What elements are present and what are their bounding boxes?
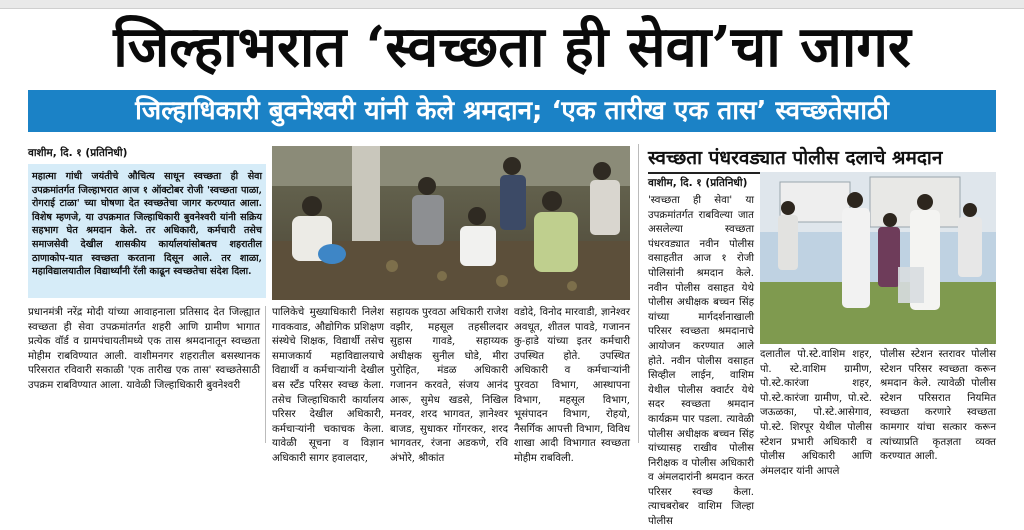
main-photo: [272, 146, 630, 300]
side-photo: [760, 172, 996, 344]
main-col-1: प्रधानमंत्री नरेंद्र मोदी यांच्या आवाहनाला प्रतिसाद देत जिल्ह्यात स्वच्छता ही सेवा उपक्रमांतर्गत शहरी आणि ग्रामीण भागात प्रत्येक वॉर्ड व ग्रामपंचायतीमध्ये एक तास श्रमदानातून स्वच्छता मोहीम राबविण्यात आली. वाशीमनगर शहरातील बसस्थानक परिसरात रविवारी सकाळी 'एक तारीख एक तास' स्वच्छतेसाठी उपक्रम राबविण्यात आला. यावेळी जिल्हाधिकारी बुवनेश्वरी: [28, 307, 260, 391]
main-col-3: पालिकेचे मुख्याधिकारी निलेश गावकवाड, औद्योगिक प्रशिक्षण संस्थेचे शिक्षक, विद्यार्थी तसेच समाजकार्य महाविद्यालयाचे विद्यार्थी व कर्मचाऱ्यांनी देखील बस स्टँड परिसर स्वच्छ केला. तसेच जिल्हाधिकारी कार्यालय परिसर देखील अधिकारी, कर्मचाऱ्यांनी चकाचक केला. यावेळी सूचना व विज्ञान अधिकारी सागर हवालदार,: [272, 307, 384, 464]
side-story-col-a: [648, 176, 754, 528]
subheadline-banner: जिल्हाधिकारी बुवनेश्वरी यांनी केले श्रमदान; ‘एक तारीख एक तास’ स्वच्छतेसाठी: [28, 90, 996, 132]
side-story-col-b: दलातील पो.स्टे.वाशिम शहर, पो. स्टे.वाशिम ग्रामीण, पो.स्टे.कारंजा शहर, पो.स्टे.कारंजा ग्रामीण, पो.स्टे. जऊळका, पो.स्टे.आसेगाव, पो.स्टे. शिरपूर येथील पोलीस स्टेशन प्रभारी अधिकारी व पोलीस अधिकारी आणि अंमलदार यांनी आपले: [760, 349, 872, 477]
main-lead-text: महात्मा गांधी जयंतीचे औचित्य साधून स्वच्छता ही सेवा उपक्रमांतर्गत जिल्हाभरात आज १ ऑक्टोबर रोजी 'स्वच्छता पाळा, रोगराई टाळा' च्या घोषणा देत स्वच्छतेचा जागर करण्यात आला. विशेष म्हणजे, या उपक्रमात जिल्हाधिकारी बुवनेश्वरी यांनी सक्रिय सहभाग घेत श्रमदान केले. तर अधिकारी, कर्मचारी तसेच समाजसेवी देखील शासकीय कार्यालयांसोबतच शहरातील ठाणाकोप-यात स्वच्छता करताना दिसून आले. तर शाळा, महाविद्यालयातील विद्यार्थ्यांनी रॅली काढून स्वच्छतेचा संदेश दिला.: [32, 171, 262, 278]
side-story-headline: स्वच्छता पंधरवड्यात पोलीस दलाचे श्रमदान: [648, 144, 996, 174]
side-dateline: वाशीम, दि. १ (प्रतिनिधी): [648, 177, 748, 189]
page-top-strip: [0, 0, 1024, 9]
side-story-text-a: 'स्वच्छता ही सेवा' या उपक्रमांतर्गत राबविल्या जात असलेल्या स्वच्छता पंधरवड्यात नवीन पोलीस वसाहतीत आज १ रोजी पोलिसांनी श्रमदान केले. नवीन पोलीस वसाहत येथे पोलीस अधीक्षक बच्चन सिंह यांच्या मार्गदर्शनाखाली परिसर स्वच्छता श्रमदानाचे आयोजन करण्यात आले होते. नवीन पोलीस वसाहत सिव्हील लाईन, वाशिम येथील पोलीस क्वार्टर येथे सदर स्वच्छता श्रमदान कार्यक्रम पार पडला. त्यावेळी पोलीस अधीक्षक बच्चन सिंह यांच्यासह राखीव पोलीस निरीक्षक व पोलीस अधिकारी व अंमलदारांनी श्रमदान करत परिसर स्वच्छ केला. त्याचबरोबर वाशिम जिल्हा पोलीस: [648, 195, 754, 528]
main-col-4: सहायक पुरवठा अधिकारी राजेश वझीर, महसूल तहसीलदार सुहास गावडे, सहाय्यक अधीक्षक सुनील घोडे, मीरा पुरोहित, मंडळ अधिकारी गजानन करवते, संजय आनंद आरू, सुमेध खडसे, निखिल मनवर, शरद भागवत, ज्ञानेश्वर बाजड, सुधाकर गोंगरकर, शरद भागवतर, रंजना अडकणे, रवि अंभोरे, श्रीकांत: [390, 307, 508, 464]
main-lead-box: [28, 164, 266, 298]
side-photo-image: [760, 172, 996, 344]
main-photo-image: [272, 146, 630, 300]
main-dateline-wrap: [28, 146, 266, 164]
col-divider: [265, 306, 266, 443]
page-headline: जिल्हाभरात ‘स्वच्छता ही सेवा’चा जागर: [113, 14, 911, 80]
side-story-col-c: पोलीस स्टेशन स्तरावर पोलीस स्टेशन परिसर स्वच्छता करून श्रमदान केले. त्यावेळी पोलीस स्टेशन परिसरात नियमित स्वच्छता करणारे स्वच्छता कामगार यांचा सत्कार करून त्यांच्याप्रति कृतज्ञता व्यक्त करण्यात आली.: [880, 349, 996, 463]
main-dateline: वाशीम, दि. १ (प्रतिनिधी): [28, 147, 128, 159]
col-divider: [638, 144, 639, 443]
main-col-5: वडोदे, विनोद मारवाडी, ज्ञानेश्वर अवधूत, शीतल पावडे, गजानन कु-हाडे यांच्या इतर कर्मचारी उपस्थित होते. उपस्थित अधिकारी व कर्मचाऱ्यांनी पुरवठा विभाग, आस्थापना विभाग, महसूल विभाग, भूसंपादन विभाग, रोहयो, नैसर्गिक आपत्ती विभाग, विविध शाखा आदी विभागात स्वच्छता मोहीम राबविली.: [514, 307, 630, 464]
